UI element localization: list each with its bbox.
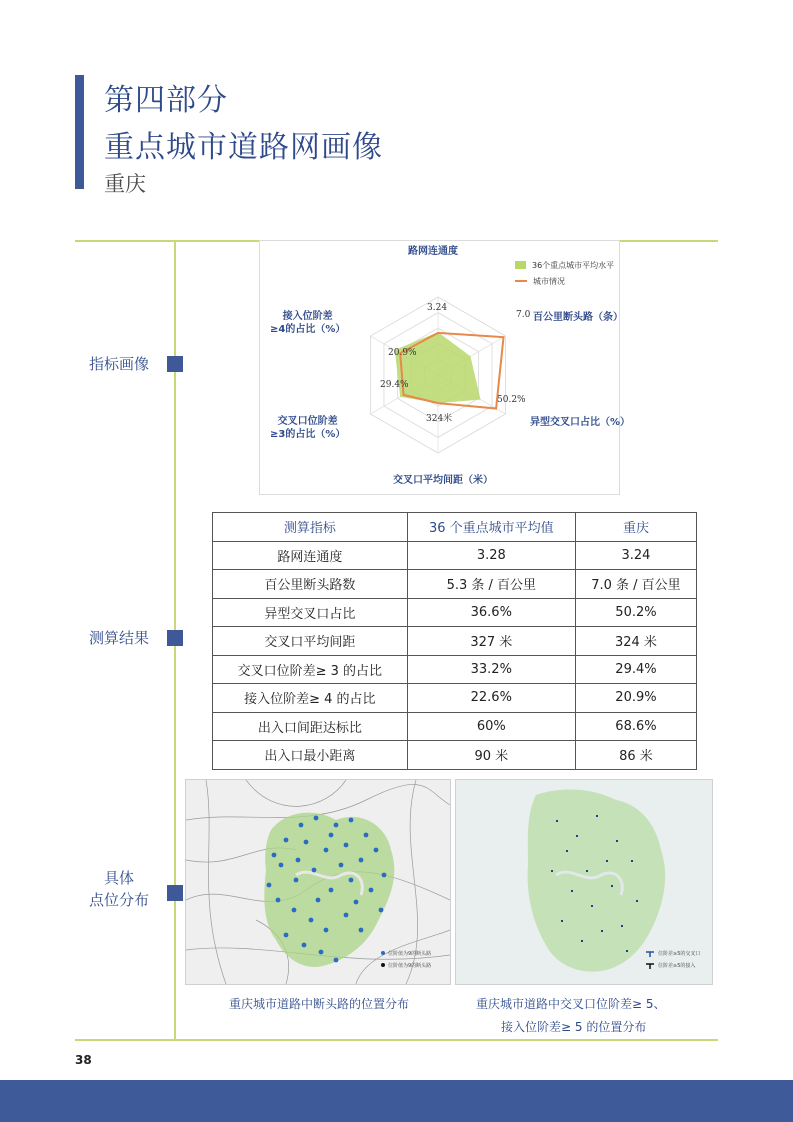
- radar-value-label: 20.9%: [388, 348, 417, 358]
- radar-series-average: [395, 332, 481, 403]
- table-cell: 交叉口平均间距: [213, 627, 408, 656]
- table-cell: 29.4%: [575, 655, 696, 684]
- frame-bottom-line: [75, 1039, 718, 1041]
- map-legend-label: 位阶差≥5的接入: [658, 963, 696, 969]
- table-cell: 5.3 条 / 百公里: [407, 570, 575, 599]
- table-cell: 22.6%: [407, 684, 575, 713]
- radar-axis-label-connectivity: 路网连通度: [408, 246, 458, 257]
- radar-axis-label-dead-ends: 百公里断头路（条）: [533, 312, 623, 323]
- table-cell: 路网连通度: [213, 541, 408, 570]
- radar-value-label: 50.2%: [497, 395, 526, 405]
- legend-city: 城市情况: [533, 276, 565, 286]
- legend-swatch-line: [515, 280, 527, 282]
- table-row: [213, 570, 697, 599]
- section-title: 第四部分: [104, 83, 228, 118]
- table-cell: 50.2%: [575, 598, 696, 627]
- table-cell: 接入位阶差≥ 4 的占比: [213, 684, 408, 713]
- radar-axis-label-irregular: 异型交叉口占比（%）: [530, 417, 631, 428]
- table-row: [213, 627, 697, 656]
- city-subtitle: 重庆: [104, 172, 146, 196]
- radar-axis-label-access-grade: 接入位阶差 ≥4的占比（%）: [270, 311, 346, 335]
- table-cell: 68.6%: [575, 712, 696, 741]
- table-cell: 86 米: [575, 741, 696, 770]
- table-cell: 327 米: [407, 627, 575, 656]
- map-legend-label: 位阶值为9的断头路: [388, 951, 432, 957]
- table-header: 测算指标: [213, 513, 408, 542]
- map-caption-right-line2: 接入位阶差≥ 5 的位置分布: [501, 1020, 647, 1034]
- legend-average: 36个重点城市平均水平: [532, 260, 615, 270]
- square-marker-icon: [167, 356, 183, 372]
- table-row: [213, 541, 697, 570]
- table-cell: 20.9%: [575, 684, 696, 713]
- table-cell: 3.24: [575, 541, 696, 570]
- table-cell: 异型交叉口占比: [213, 598, 408, 627]
- radar-chart: [259, 240, 631, 495]
- table-header-row: [213, 513, 697, 542]
- footer-band: [0, 1080, 793, 1122]
- label-results: 测算结果: [88, 629, 149, 647]
- square-marker-icon: [167, 885, 183, 901]
- map-legend-label: 位阶值为9的断头路: [388, 963, 432, 969]
- label-indicator-profile: 指标画像: [88, 355, 149, 373]
- table-row: [213, 655, 697, 684]
- table-row: [213, 741, 697, 770]
- table-cell: 36.6%: [407, 598, 575, 627]
- table-cell: 百公里断头路数: [213, 570, 408, 599]
- radar-legend: [515, 257, 614, 289]
- map-dead-end-roads: [185, 779, 451, 985]
- table-cell: 出入口间距达标比: [213, 712, 408, 741]
- radar-axis-label-intersection-grade: 交叉口位阶差 ≥3的占比（%）: [270, 416, 346, 440]
- page-number: 38: [75, 1053, 92, 1067]
- radar-axis-label-spacing: 交叉口平均间距（米）: [393, 475, 493, 486]
- map-legend-label: 位阶差≥5的交叉口: [658, 951, 701, 957]
- table-header: 36 个重点城市平均值: [407, 513, 575, 542]
- table-cell: 交叉口位阶差≥ 3 的占比: [213, 655, 408, 684]
- table-header: 重庆: [575, 513, 696, 542]
- table-row: [213, 684, 697, 713]
- table-cell: 90 米: [407, 741, 575, 770]
- page-title: 重点城市道路网画像: [104, 130, 383, 165]
- radar-value-label: 324米: [426, 414, 453, 424]
- table-cell: 324 米: [575, 627, 696, 656]
- title-accent-bar: [75, 75, 84, 189]
- label-point-distribution: 具体 点位分布: [88, 869, 149, 909]
- table-cell: 3.28: [407, 541, 575, 570]
- radar-value-label: 29.4%: [380, 380, 409, 390]
- map-grade-differences: [455, 779, 713, 985]
- legend-swatch-area: [515, 261, 526, 269]
- table-cell: 60%: [407, 712, 575, 741]
- map-caption-left: 重庆城市道路中断头路的位置分布: [229, 997, 410, 1011]
- table-row: [213, 712, 697, 741]
- map-caption-right-line1: 重庆城市道路中交叉口位阶差≥ 5、: [476, 997, 666, 1011]
- table-row: [213, 598, 697, 627]
- results-table: [212, 512, 697, 770]
- radar-value-label: 7.0: [516, 310, 531, 320]
- square-marker-icon: [167, 630, 183, 646]
- table-cell: 7.0 条 / 百公里: [575, 570, 696, 599]
- radar-value-label: 3.24: [427, 303, 448, 313]
- table-cell: 33.2%: [407, 655, 575, 684]
- table-cell: 出入口最小距离: [213, 741, 408, 770]
